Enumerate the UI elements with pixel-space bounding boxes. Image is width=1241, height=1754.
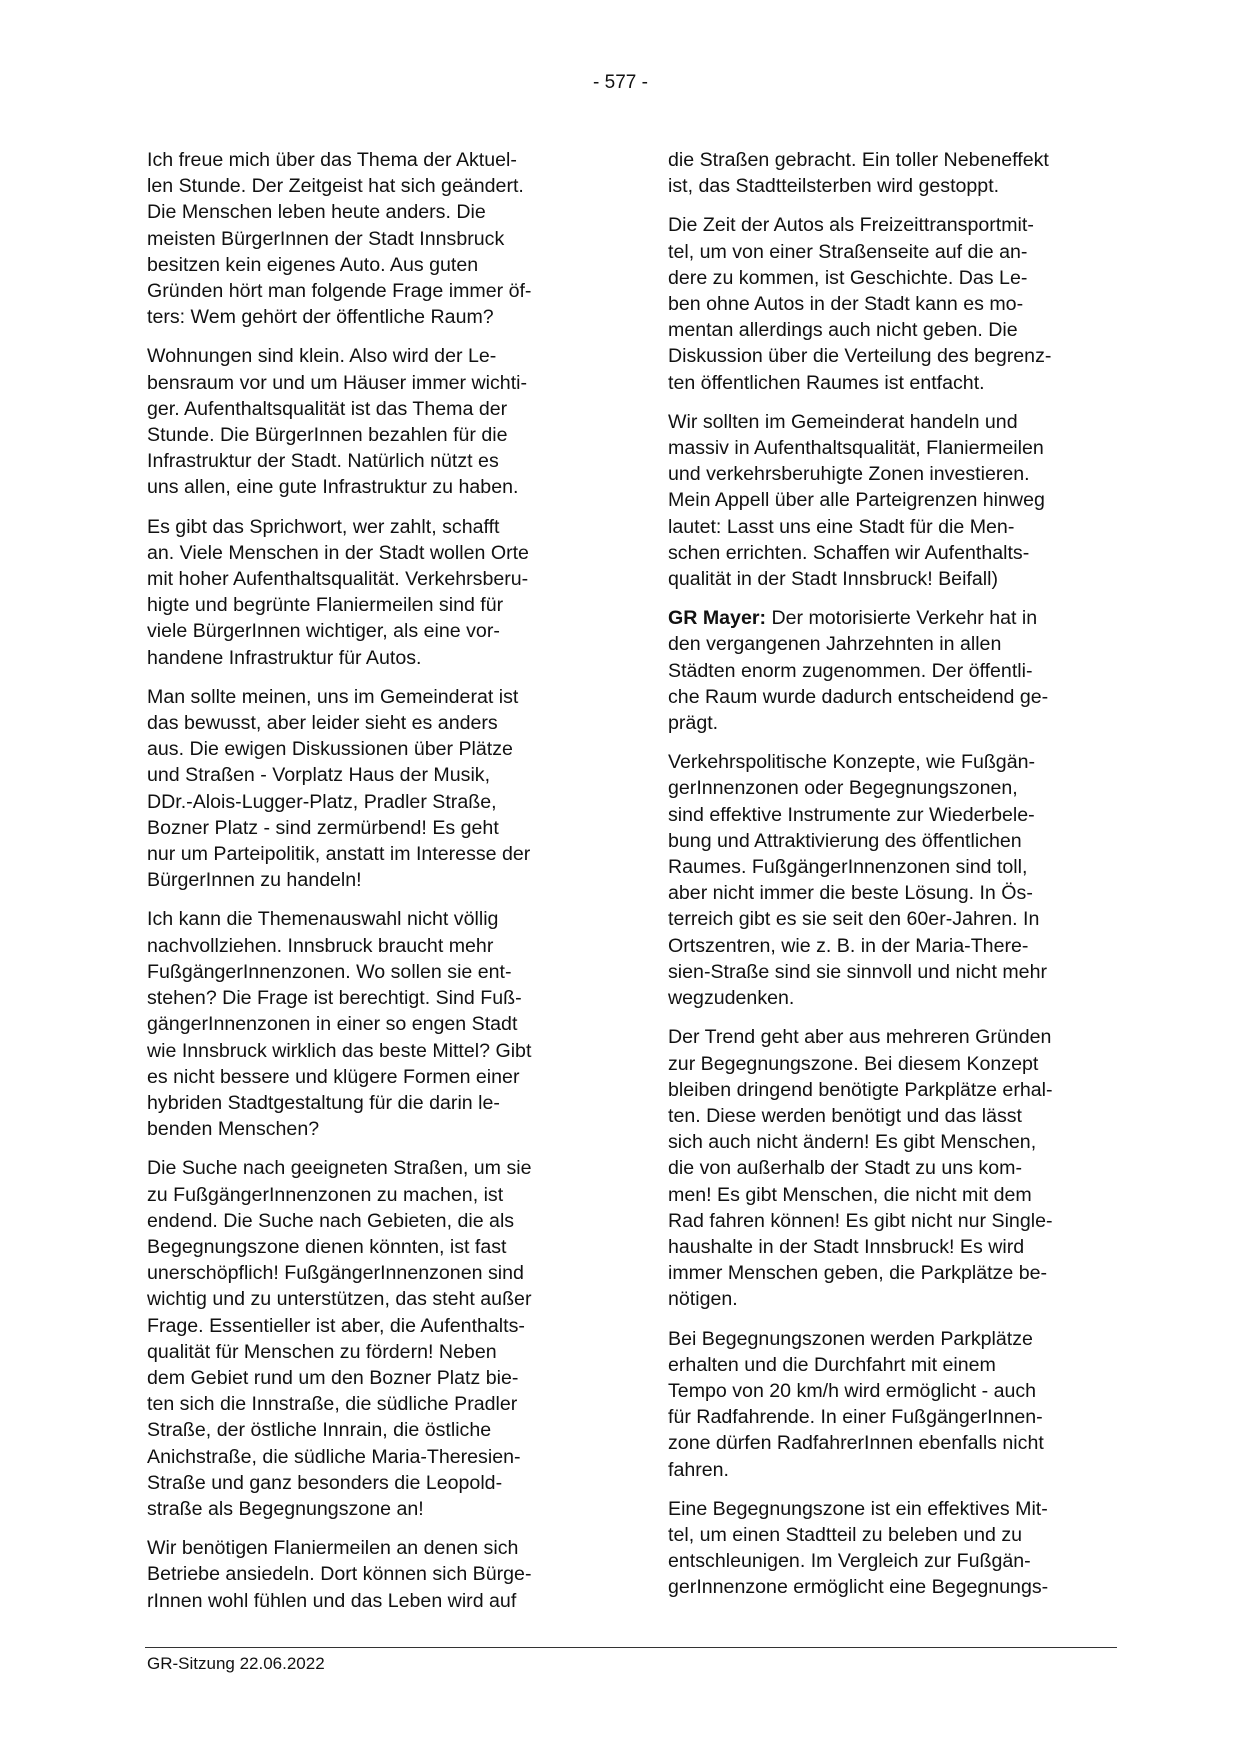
paragraph: Ich freue mich über das Thema der Aktuel- len Stunde. Der Zeitgeist hat sich geändert. Die Menschen leben heute anders. Die meisten BürgerInnen der Stadt Innsbruck besitzen kein eigenes Auto. Aus guten Gründen hört man folgende Frage immer öf- ters: Wem gehört der öffentliche Raum? bbox=[147, 149, 532, 329]
paragraph: Man sollte meinen, uns im Gemeinderat ist das bewusst, aber leider sieht es anders aus. Die ewigen Diskussionen über Plätze und Straßen - Vorplatz Haus der Musik, DDr.-Alois-Lugger-Platz, Pradler Straße, Bozner Platz - sind zermürbend! Es geht nur um Parteipolitik, anstatt im Interesse der BürgerInnen zu handeln! bbox=[147, 685, 531, 892]
left-column bbox=[147, 147, 592, 1627]
paragraph: Die Zeit der Autos als Freizeittransportmit- tel, um von einer Straßenseite auf die an- dere zu kommen, ist Geschichte. Das Le- ben ohne Autos in der Stadt kann es mo- mentan allerdings auch nicht geben. Die Diskussion über die Verteilung des begrenz- ten öffentlichen Raumes ist entfacht. bbox=[668, 214, 1052, 394]
right-column bbox=[668, 147, 1113, 1614]
paragraph: Verkehrspolitische Konzepte, wie Fußgän- gerInnenzonen oder Begegnungszonen, sind effektive Instrumente zur Wiederbele- bung und Attraktivierung des öffentlichen Raumes. FußgängerInnenzonen sind toll, aber nicht immer die beste Lösung. In Ös- terreich gibt es sie seit den 60er-Jahren. In Ortszentren, wie z. B. in der Maria-There- sien-Straße sind sie sinnvoll und nicht mehr wegzudenken. bbox=[668, 751, 1047, 1010]
paragraph: Es gibt das Sprichwort, wer zahlt, schafft an. Viele Menschen in der Stadt wollen Orte mit hoher Aufenthaltsqualität. Verkehrsberu- higte und begrünte Flaniermeilen sind für viele BürgerInnen wichtiger, als eine vor- handene Infrastruktur für Autos. bbox=[147, 515, 529, 669]
paragraph: Wir benötigen Flaniermeilen an denen sich Betriebe ansiedeln. Dort können sich Bürge- rInnen wohl fühlen und das Leben wird auf bbox=[147, 1537, 532, 1612]
paragraph: Wohnungen sind klein. Also wird der Le- bensraum vor und um Häuser immer wichti- ger. Aufenthaltsqualität ist das Thema der Stunde. Die BürgerInnen bezahlen für die Infrastruktur der Stadt. Natürlich nützt es uns allen, eine gute Infrastruktur zu haben. bbox=[147, 345, 528, 499]
footer-session-date: GR-Sitzung 22.06.2022 bbox=[147, 1654, 325, 1673]
paragraph: Die Suche nach geeigneten Straßen, um sie zu FußgängerInnenzonen zu machen, ist endend. Die Suche nach Gebieten, die als Begegnungszone dienen könnten, ist fast unerschöpflich! FußgängerInnenzonen sind wichtig und zu unterstützen, das steht außer Frage. Essentieller ist aber, die Aufenthalts- qualität für Menschen zu fördern! Neben dem Gebiet rund um den Bozner Platz bie- ten sich die Innstraße, die südliche Pradler Straße, der östliche Innrain, die östliche Anichstraße, die südliche Maria-Theresien- Straße und ganz besonders die Leopold- straße als Begegnungszone an! bbox=[147, 1157, 532, 1520]
paragraph: Ich kann die Themenauswahl nicht völlig nachvollziehen. Innsbruck braucht mehr FußgängerInnenzonen. Wo sollen sie ent- stehen? Die Frage ist berechtigt. Sind Fuß- gängerInnenzonen in einer so engen Stadt wie Innsbruck wirklich das beste Mittel? Gibt es nicht bessere und klügere Formen einer hybriden Stadtgestaltung für die darin le- benden Menschen? bbox=[147, 908, 532, 1141]
paragraph: Bei Begegnungszonen werden Parkplätze erhalten und die Durchfahrt mit einem Tempo von 20 km/h wird ermöglicht - auch für Radfahrende. In einer FußgängerInnen- zone dürfen RadfahrerInnen ebenfalls nicht fahren. bbox=[668, 1327, 1044, 1481]
paragraph: die Straßen gebracht. Ein toller Nebeneffekt ist, das Stadtteilsterben wird gestoppt. bbox=[668, 149, 1049, 198]
speech-paragraph bbox=[668, 605, 1113, 736]
speech-text: Der motorisierte Verkehr hat in den vergangenen Jahrzehnten in allen Städten enorm zugenommen. Der öffentli- che Raum wurde dadurch entscheidend ge- prägt. bbox=[668, 607, 1049, 735]
paragraph: Der Trend geht aber aus mehreren Gründen zur Begegnungszone. Bei diesem Konzept bleiben dringend benötigte Parkplätze erhal- ten. Diese werden benötigt und das lässt sich auch nicht ändern! Es gibt Menschen, die von außerhalb der Stadt zu uns kom- men! Es gibt Menschen, die nicht mit dem Rad fahren können! Es gibt nicht nur Single- haushalte in der Stadt Innsbruck! Es wird immer Menschen geben, die Parkplätze be- nötigen. bbox=[668, 1026, 1053, 1311]
footer-divider bbox=[145, 1647, 1117, 1648]
speaker-name: GR Mayer: bbox=[668, 607, 766, 630]
page-number: - 577 - bbox=[593, 72, 648, 93]
paragraph: Eine Begegnungszone ist ein effektives Mit- tel, um einen Stadtteil zu beleben und zu entschleunigen. Im Vergleich zur Fußgän- gerInnenzone ermöglicht eine Begegnungs- bbox=[668, 1497, 1049, 1599]
paragraph: Wir sollten im Gemeinderat handeln und massiv in Aufenthaltsqualität, Flaniermeilen und verkehrsberuhigte Zonen investieren. Mein Appell über alle Parteigrenzen hinweg lautet: Lasst uns eine Stadt für die Men- schen errichten. Schaffen wir Aufenthalts- qualität in der Stadt Innsbruck! Beifall) bbox=[668, 410, 1045, 591]
